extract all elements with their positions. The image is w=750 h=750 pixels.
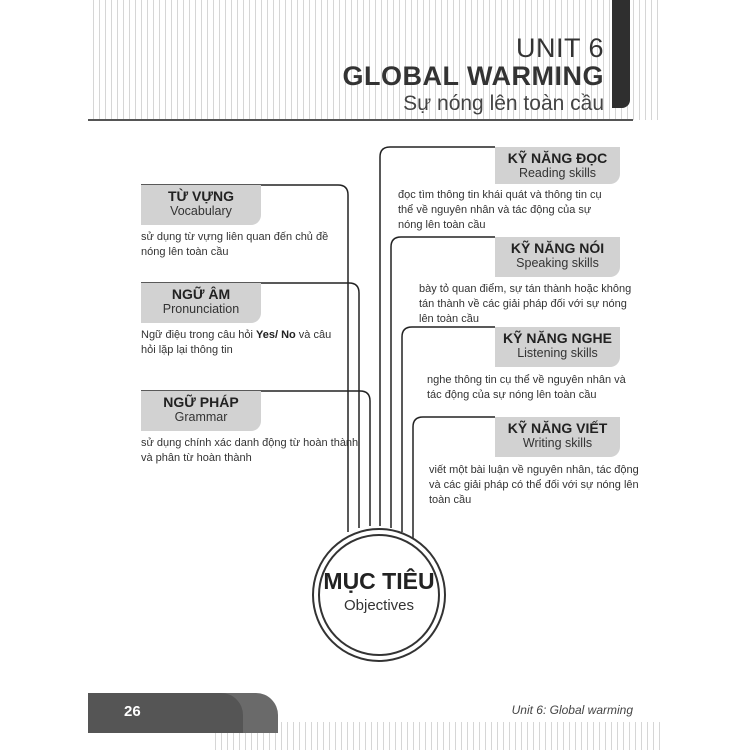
vocabulary-subtitle: Vocabulary — [170, 204, 232, 219]
speaking-tag — [495, 237, 620, 277]
listening-desc-line: nghe thông tin cụ thể về nguyên nhân và — [427, 374, 626, 386]
speaking-desc-line: lên toàn cầu — [419, 313, 479, 325]
speaking-subtitle: Speaking skills — [516, 256, 599, 271]
writing-desc-line: viết một bài luận về nguyên nhân, tác động — [429, 464, 639, 476]
vocabulary-description — [141, 230, 328, 260]
speaking-description — [419, 282, 631, 327]
reading-tag — [495, 147, 620, 184]
reading-desc-line: thể về nguyên nhân và tác động của sự — [398, 204, 592, 216]
grammar-tag — [141, 391, 261, 431]
objectives-title: MỤC TIÊU — [323, 568, 435, 594]
grammar-title: NGỮ PHÁP — [163, 394, 239, 410]
reading-desc-line: đọc tìm thông tin khái quát và thông tin cụ — [398, 189, 602, 201]
yes-no-bold-text: Yes/ No — [256, 329, 296, 341]
vocabulary-tag — [141, 185, 261, 225]
pronunciation-tag — [141, 283, 261, 323]
footer-band — [88, 693, 243, 733]
reading-title: KỸ NĂNG ĐỌC — [507, 150, 608, 166]
page-number: 26 — [124, 703, 141, 720]
pronunciation-desc-text: Ngữ điệu trong câu hỏi — [141, 329, 256, 341]
vocabulary-desc-line: nóng lên toàn cầu — [141, 246, 229, 258]
pronunciation-description — [141, 328, 331, 358]
writing-description — [429, 463, 639, 508]
unit-subtitle: Sự nóng lên toàn cầu — [403, 92, 604, 115]
pronunciation-desc-text: và câu — [295, 329, 332, 341]
pronunciation-desc-line — [141, 328, 331, 343]
objectives-circle-inner — [318, 534, 440, 656]
pronunciation-desc-line: hỏi lặp lại thông tin — [141, 344, 233, 356]
unit-title: GLOBAL WARMING — [342, 61, 604, 91]
objectives-subtitle: Objectives — [343, 597, 415, 614]
listening-subtitle: Listening skills — [517, 346, 598, 361]
reading-subtitle: Reading skills — [518, 166, 597, 181]
grammar-desc-line: sử dụng chính xác danh động từ hoàn thành — [141, 437, 359, 449]
unit-number: UNIT 6 — [515, 33, 604, 63]
listening-desc-line: tác động của sự nóng lên toàn cầu — [427, 389, 597, 401]
speaking-desc-line: bày tỏ quan điểm, sự tán thành hoặc không — [419, 283, 632, 295]
pronunciation-subtitle: Pronunciation — [162, 302, 240, 317]
listening-description — [427, 373, 626, 403]
footer-running-title: Unit 6: Global warming — [511, 703, 633, 717]
listening-title: KỸ NĂNG NGHE — [503, 330, 612, 346]
listening-tag — [495, 327, 620, 367]
writing-desc-line: và các giải pháp có thể đối với sự nóng lên — [429, 479, 639, 491]
reading-description — [398, 188, 602, 233]
speaking-desc-line: tán thành về các giải pháp đối với sự nóng — [419, 298, 627, 310]
grammar-desc-line: và phân từ hoàn thành — [141, 452, 252, 464]
grammar-subtitle: Grammar — [174, 410, 228, 425]
objectives-circle — [312, 528, 446, 662]
writing-subtitle: Writing skills — [522, 436, 593, 451]
reading-desc-line: nóng lên toàn cầu — [398, 219, 486, 231]
grammar-description — [141, 436, 358, 466]
speaking-title: KỸ NĂNG NÓI — [510, 240, 605, 256]
writing-tag — [495, 417, 620, 457]
writing-desc-line: toàn cầu — [429, 494, 472, 506]
vocabulary-desc-line: sử dụng từ vựng liên quan đến chủ đề — [141, 231, 329, 243]
pronunciation-title: NGỮ ÂM — [171, 286, 231, 302]
vocabulary-title: TỪ VỰNG — [167, 188, 234, 204]
writing-title: KỸ NĂNG VIẾT — [507, 420, 608, 436]
